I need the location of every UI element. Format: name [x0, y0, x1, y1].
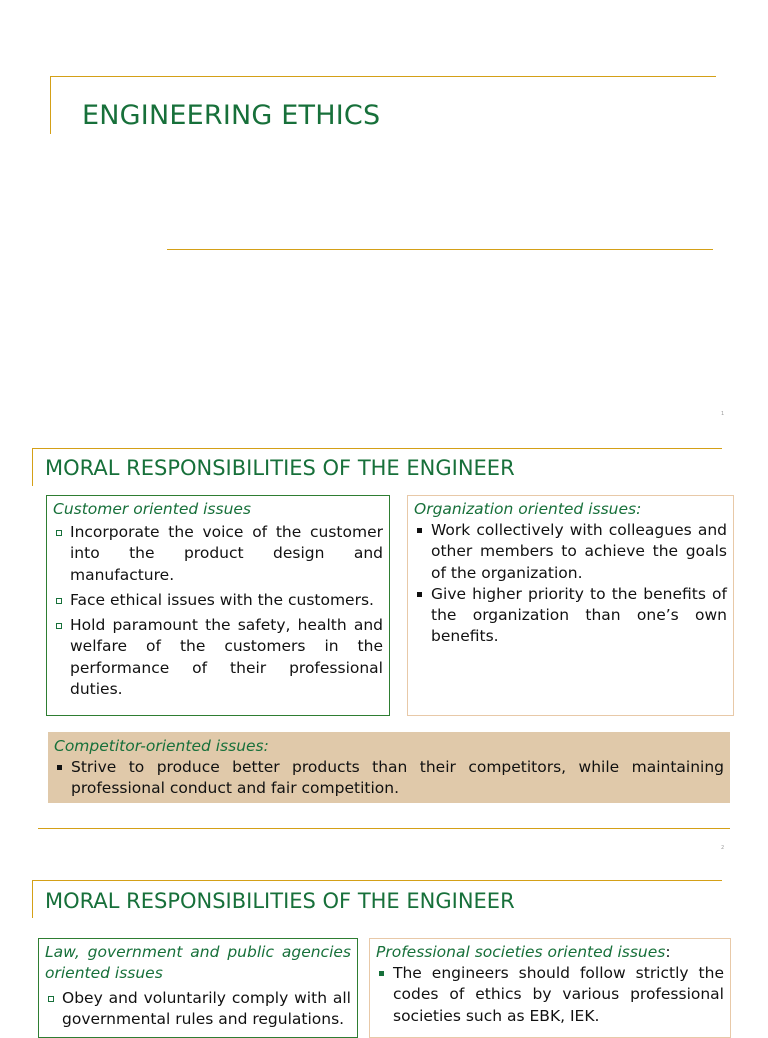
list-item: The engineers should follow strictly the codes of ethics by various professional societies such as EBK, IEK.	[376, 963, 724, 1027]
slide-bottom-rule	[38, 828, 730, 829]
list-item: Incorporate the voice of the customer into the product design and manufacture.	[53, 522, 383, 586]
title-rule-left	[32, 448, 33, 486]
slide-2-title: MORAL RESPONSIBILITIES OF THE ENGINEER	[45, 456, 515, 480]
page-number: 2	[721, 845, 725, 851]
professional-issues-heading-line	[376, 942, 724, 963]
customer-issues-list	[53, 522, 383, 700]
slide-3-title: MORAL RESPONSIBILITIES OF THE ENGINEER	[45, 889, 515, 913]
slide-1-title: ENGINEERING ETHICS	[82, 100, 381, 131]
heading-colon: :	[665, 943, 671, 961]
title-rule-bottom	[167, 249, 713, 250]
list-item: Strive to produce better products than their competitors, while maintaining professional conduct and fair competition.	[54, 757, 724, 800]
title-rule-left	[32, 880, 33, 918]
title-rule-top	[50, 76, 716, 77]
list-item: Give higher priority to the benefits of the organization than one’s own benefits.	[414, 584, 727, 648]
competitor-issues-box	[48, 732, 730, 803]
organization-issues-list	[414, 520, 727, 648]
title-rule-top	[32, 448, 722, 449]
customer-issues-box	[46, 495, 390, 716]
law-issues-box	[38, 938, 358, 1038]
page-number: 1	[721, 411, 725, 417]
competitor-issues-list	[54, 757, 724, 800]
professional-issues-box	[369, 938, 731, 1038]
professional-issues-heading: Professional societies oriented issues	[376, 943, 666, 961]
customer-issues-heading: Customer oriented issues	[53, 500, 252, 518]
list-item: Obey and voluntarily comply with all governmental rules and regulations.	[45, 988, 351, 1031]
list-item: Hold paramount the safety, health and welfare of the customers in the performance of their professional duties.	[53, 615, 383, 700]
title-rule-left	[50, 76, 51, 134]
law-issues-heading: Law, government and public agencies oriented issues	[45, 943, 351, 982]
list-item: Work collectively with colleagues and other members to achieve the goals of the organization.	[414, 520, 727, 584]
competitor-issues-heading: Competitor-oriented issues:	[54, 737, 269, 755]
list-item: Face ethical issues with the customers.	[53, 590, 383, 611]
organization-issues-box	[407, 495, 734, 716]
professional-issues-list	[376, 963, 724, 1027]
title-rule-top	[32, 880, 722, 881]
organization-issues-heading: Organization oriented issues:	[414, 500, 642, 518]
law-issues-list	[45, 988, 351, 1031]
